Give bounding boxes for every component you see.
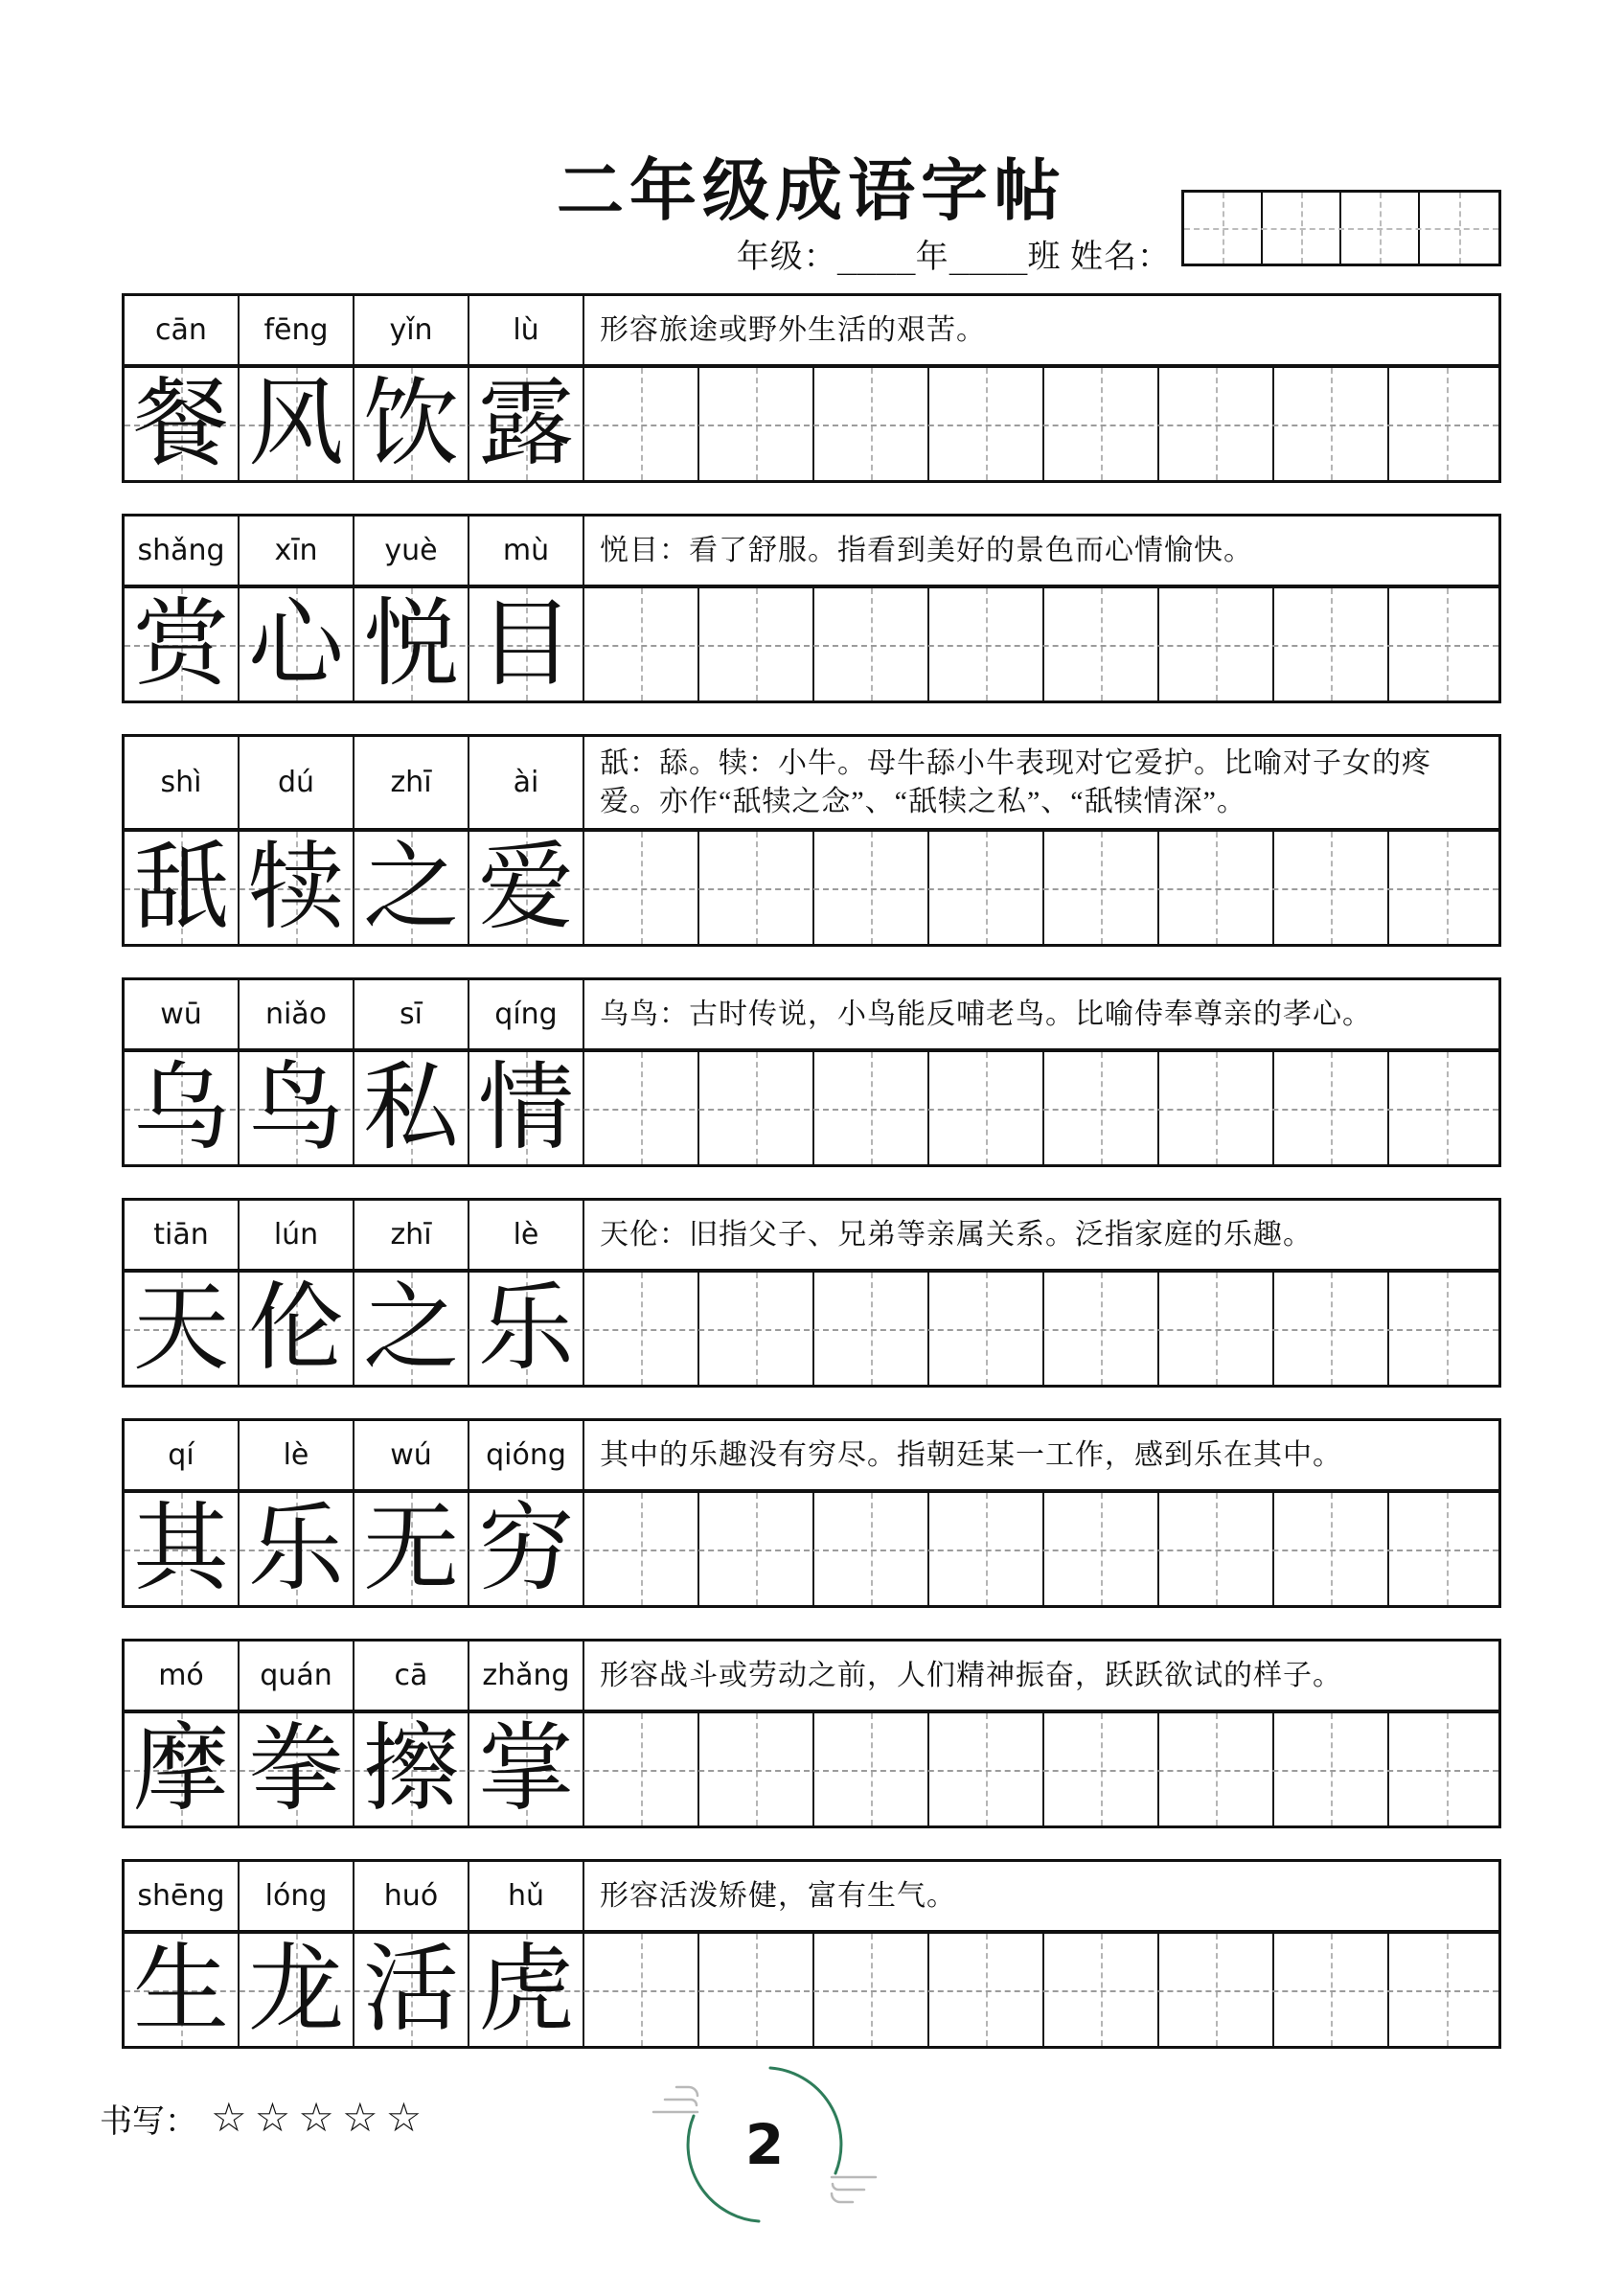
char-cell (469, 1273, 584, 1385)
idiom-block (122, 1639, 1501, 1828)
pinyin-row (122, 1639, 1501, 1710)
practice-cell (699, 1934, 814, 2046)
practice-cell (584, 1052, 699, 1164)
idiom-character: 伦 (248, 1274, 344, 1382)
char-cell (125, 1934, 240, 2046)
page-number-ornament (648, 2039, 881, 2250)
char-cell (240, 1934, 354, 2046)
name-grid (1181, 190, 1501, 266)
name-grid-cell (1263, 193, 1341, 264)
char-cell (469, 1713, 584, 1825)
practice-cell (1274, 1493, 1389, 1605)
char-cell (469, 1052, 584, 1164)
practice-cell (584, 832, 699, 944)
practice-cell (929, 1052, 1044, 1164)
idiom-character: 之 (363, 834, 459, 941)
rating-stars-icon: ☆☆☆☆☆ (211, 2096, 430, 2141)
pinyin-cell: yuè (354, 517, 469, 585)
pinyin-cell: wú (354, 1421, 469, 1489)
practice-cell (1159, 1934, 1274, 2046)
idiom-block (122, 977, 1501, 1167)
practice-cell (929, 588, 1044, 700)
char-cell (125, 832, 240, 944)
practice-cell (814, 1713, 929, 1825)
name-grid-cell (1341, 193, 1420, 264)
idiom-character: 虎 (478, 1936, 574, 2043)
practice-cell (1389, 1713, 1504, 1825)
practice-cell (1274, 1934, 1389, 2046)
practice-cell (699, 1493, 814, 1605)
name-grid-cell (1184, 193, 1263, 264)
char-cell (125, 1713, 240, 1825)
practice-cell (1159, 1713, 1274, 1825)
idiom-character: 乐 (478, 1274, 574, 1382)
char-cell (469, 1934, 584, 2046)
idiom-character: 舐 (133, 834, 229, 941)
pinyin-cell: sī (354, 980, 469, 1048)
character-row (122, 364, 1501, 483)
practice-cell (929, 1273, 1044, 1385)
definition-text: 悦目：看了舒服。指看到美好的景色而心情愉快。 (600, 534, 1253, 566)
char-cell (125, 1493, 240, 1605)
name-line (737, 230, 1171, 277)
char-cell (125, 1052, 240, 1164)
pinyin-cell: mó (125, 1642, 240, 1710)
pinyin-cell: hǔ (469, 1862, 584, 1930)
practice-cell (814, 1052, 929, 1164)
pinyin-cell: lún (240, 1201, 354, 1269)
pinyin-cell: shǎng (125, 517, 240, 585)
idiom-character: 掌 (478, 1715, 574, 1823)
pinyin-row (122, 1198, 1501, 1269)
pinyin-cell: qióng (469, 1421, 584, 1489)
pinyin-cell: mù (469, 517, 584, 585)
practice-cell (814, 832, 929, 944)
idiom-block (122, 1198, 1501, 1388)
practice-cell (1159, 832, 1274, 944)
practice-cell (814, 368, 929, 480)
idiom-character: 其 (133, 1495, 229, 1602)
idiom-character: 活 (363, 1936, 459, 2043)
idiom-block (122, 734, 1501, 947)
pinyin-cell: zhī (354, 1201, 469, 1269)
practice-cell (1044, 1052, 1159, 1164)
practice-cell (929, 1713, 1044, 1825)
cloud-icon (832, 2177, 876, 2202)
char-cell (125, 1273, 240, 1385)
practice-cell (1389, 832, 1504, 944)
idiom-character: 穷 (478, 1495, 574, 1602)
practice-cell (584, 1934, 699, 2046)
idiom-character: 露 (478, 370, 574, 477)
practice-cell (1389, 368, 1504, 480)
pinyin-row (122, 514, 1501, 585)
char-cell (469, 832, 584, 944)
char-cell (354, 1273, 469, 1385)
pinyin-cell: dú (240, 737, 354, 828)
idiom-character: 心 (248, 590, 344, 698)
idiom-character: 饮 (363, 370, 459, 477)
practice-cell (699, 1273, 814, 1385)
class-blank: ____ (949, 238, 1028, 276)
char-cell (354, 1713, 469, 1825)
pinyin-row (122, 977, 1501, 1048)
practice-cell (1389, 1934, 1504, 2046)
pinyin-cell: qíng (469, 980, 584, 1048)
practice-cell (1044, 1713, 1159, 1825)
practice-cell (1274, 588, 1389, 700)
writing-rating-line (100, 2095, 429, 2142)
practice-cell (1389, 588, 1504, 700)
pinyin-cell: cā (354, 1642, 469, 1710)
idiom-character: 之 (363, 1274, 459, 1382)
practice-cell (1044, 832, 1159, 944)
idiom-block (122, 514, 1501, 703)
practice-cell (584, 1493, 699, 1605)
idiom-character: 爱 (478, 834, 574, 941)
practice-cell (814, 588, 929, 700)
pinyin-cell: lù (469, 296, 584, 364)
practice-cell (1159, 1493, 1274, 1605)
year-label: 年 (915, 240, 949, 275)
practice-cell (929, 1934, 1044, 2046)
practice-cell (814, 1493, 929, 1605)
practice-cell (699, 1713, 814, 1825)
idiom-character: 风 (248, 370, 344, 477)
pinyin-cell: zhǎng (469, 1642, 584, 1710)
definition-text: 形容旅途或野外生活的艰苦。 (600, 313, 986, 346)
char-cell (354, 1934, 469, 2046)
idiom-character: 摩 (133, 1715, 229, 1823)
idiom-character: 乐 (248, 1495, 344, 1602)
practice-cell (1159, 1052, 1274, 1164)
practice-cell (699, 1052, 814, 1164)
practice-cell (1274, 1052, 1389, 1164)
practice-cell (584, 368, 699, 480)
char-cell (240, 368, 354, 480)
definition-text: 其中的乐趣没有穷尽。指朝廷某一工作，感到乐在其中。 (600, 1438, 1342, 1471)
grade-label: 年级： (736, 240, 837, 275)
practice-cell (1274, 368, 1389, 480)
practice-cell (1159, 368, 1274, 480)
pinyin-cell: shēng (125, 1862, 240, 1930)
character-row (122, 828, 1501, 947)
idiom-list (0, 293, 1623, 2079)
char-cell (240, 1493, 354, 1605)
idiom-block (122, 1418, 1501, 1608)
char-cell (354, 1052, 469, 1164)
pinyin-row (122, 1859, 1501, 1930)
char-cell (469, 1493, 584, 1605)
idiom-character: 天 (133, 1274, 229, 1382)
pinyin-cell: lè (240, 1421, 354, 1489)
practice-cell (1044, 1934, 1159, 2046)
pinyin-cell: ài (469, 737, 584, 828)
practice-cell (699, 588, 814, 700)
character-row (122, 1930, 1501, 2049)
char-cell (125, 588, 240, 700)
char-cell (354, 832, 469, 944)
character-row (122, 1048, 1501, 1167)
practice-cell (699, 368, 814, 480)
practice-cell (1044, 1273, 1159, 1385)
practice-cell (1274, 832, 1389, 944)
practice-cell (929, 368, 1044, 480)
char-cell (240, 1273, 354, 1385)
char-cell (469, 368, 584, 480)
pinyin-cell: lè (469, 1201, 584, 1269)
char-cell (354, 368, 469, 480)
idiom-character: 拳 (248, 1715, 344, 1823)
practice-cell (814, 1934, 929, 2046)
practice-cell (1044, 368, 1159, 480)
idiom-character: 乌 (133, 1054, 229, 1161)
char-cell (469, 588, 584, 700)
character-row (122, 1269, 1501, 1388)
practice-cell (929, 1493, 1044, 1605)
pinyin-cell: niǎo (240, 980, 354, 1048)
practice-cell (1159, 588, 1274, 700)
char-cell (240, 1713, 354, 1825)
char-cell (240, 832, 354, 944)
practice-cell (1389, 1052, 1504, 1164)
practice-cell (929, 832, 1044, 944)
pinyin-row (122, 293, 1501, 364)
practice-cell (1274, 1273, 1389, 1385)
writing-label: 书写： (100, 2104, 197, 2140)
char-cell (354, 1493, 469, 1605)
char-cell (240, 1052, 354, 1164)
practice-cell (1044, 588, 1159, 700)
pinyin-row (122, 1418, 1501, 1489)
idiom-character: 犊 (248, 834, 344, 941)
name-label: 姓名： (1070, 240, 1171, 275)
page-title: 二年级成语字帖 (557, 154, 1066, 229)
definition-text: 形容活泼矫健，富有生气。 (600, 1879, 956, 1912)
pinyin-row (122, 734, 1501, 828)
definition-text: 形容战斗或劳动之前，人们精神振奋，跃跃欲试的样子。 (600, 1659, 1342, 1691)
character-row (122, 585, 1501, 703)
practice-cell (1274, 1713, 1389, 1825)
definition-text: 乌鸟：古时传说，小鸟能反哺老鸟。比喻侍奉尊亲的孝心。 (600, 998, 1372, 1030)
pinyin-cell: zhī (354, 737, 469, 828)
char-cell (354, 588, 469, 700)
practice-cell (584, 1713, 699, 1825)
practice-cell (1159, 1273, 1274, 1385)
pinyin-cell: fēng (240, 296, 354, 364)
pinyin-cell: cān (125, 296, 240, 364)
idiom-character: 悦 (363, 590, 459, 698)
cloud-icon (653, 2087, 697, 2112)
pinyin-cell: wū (125, 980, 240, 1048)
idiom-character: 私 (363, 1054, 459, 1161)
grade-blank: ____ (836, 238, 916, 276)
pinyin-cell: quán (240, 1642, 354, 1710)
page-number: 2 (744, 2112, 785, 2177)
practice-cell (584, 1273, 699, 1385)
idiom-character: 赏 (133, 590, 229, 698)
practice-cell (1389, 1273, 1504, 1385)
idiom-character: 餐 (133, 370, 229, 477)
definition-text: 天伦：旧指父子、兄弟等亲属关系。泛指家庭的乐趣。 (600, 1218, 1313, 1251)
pinyin-cell: xīn (240, 517, 354, 585)
practice-cell (1389, 1493, 1504, 1605)
char-cell (240, 588, 354, 700)
pinyin-cell: qí (125, 1421, 240, 1489)
idiom-character: 鸟 (248, 1054, 344, 1161)
practice-cell (584, 588, 699, 700)
char-cell (125, 368, 240, 480)
pinyin-cell: shì (125, 737, 240, 828)
idiom-character: 情 (478, 1054, 574, 1161)
idiom-character: 生 (133, 1936, 229, 2043)
character-row (122, 1710, 1501, 1828)
class-label: 班 (1027, 240, 1062, 275)
idiom-character: 无 (363, 1495, 459, 1602)
pinyin-cell: huó (354, 1862, 469, 1930)
idiom-character: 目 (478, 590, 574, 698)
idiom-character: 擦 (363, 1715, 459, 1823)
practice-cell (814, 1273, 929, 1385)
idiom-character: 龙 (248, 1936, 344, 2043)
pinyin-cell: lóng (240, 1862, 354, 1930)
practice-cell (699, 832, 814, 944)
name-grid-cell (1420, 193, 1498, 264)
pinyin-cell: yǐn (354, 296, 469, 364)
idiom-block (122, 1859, 1501, 2049)
practice-cell (1044, 1493, 1159, 1605)
idiom-block (122, 293, 1501, 483)
definition-text: 舐：舔。犊：小牛。母牛舔小牛表现对它爱护。比喻对子女的疼爱。亦作“舐犊之念”、“舐犊之私”、“舐犊情深”。 (600, 747, 1431, 817)
pinyin-cell: tiān (125, 1201, 240, 1269)
character-row (122, 1489, 1501, 1608)
